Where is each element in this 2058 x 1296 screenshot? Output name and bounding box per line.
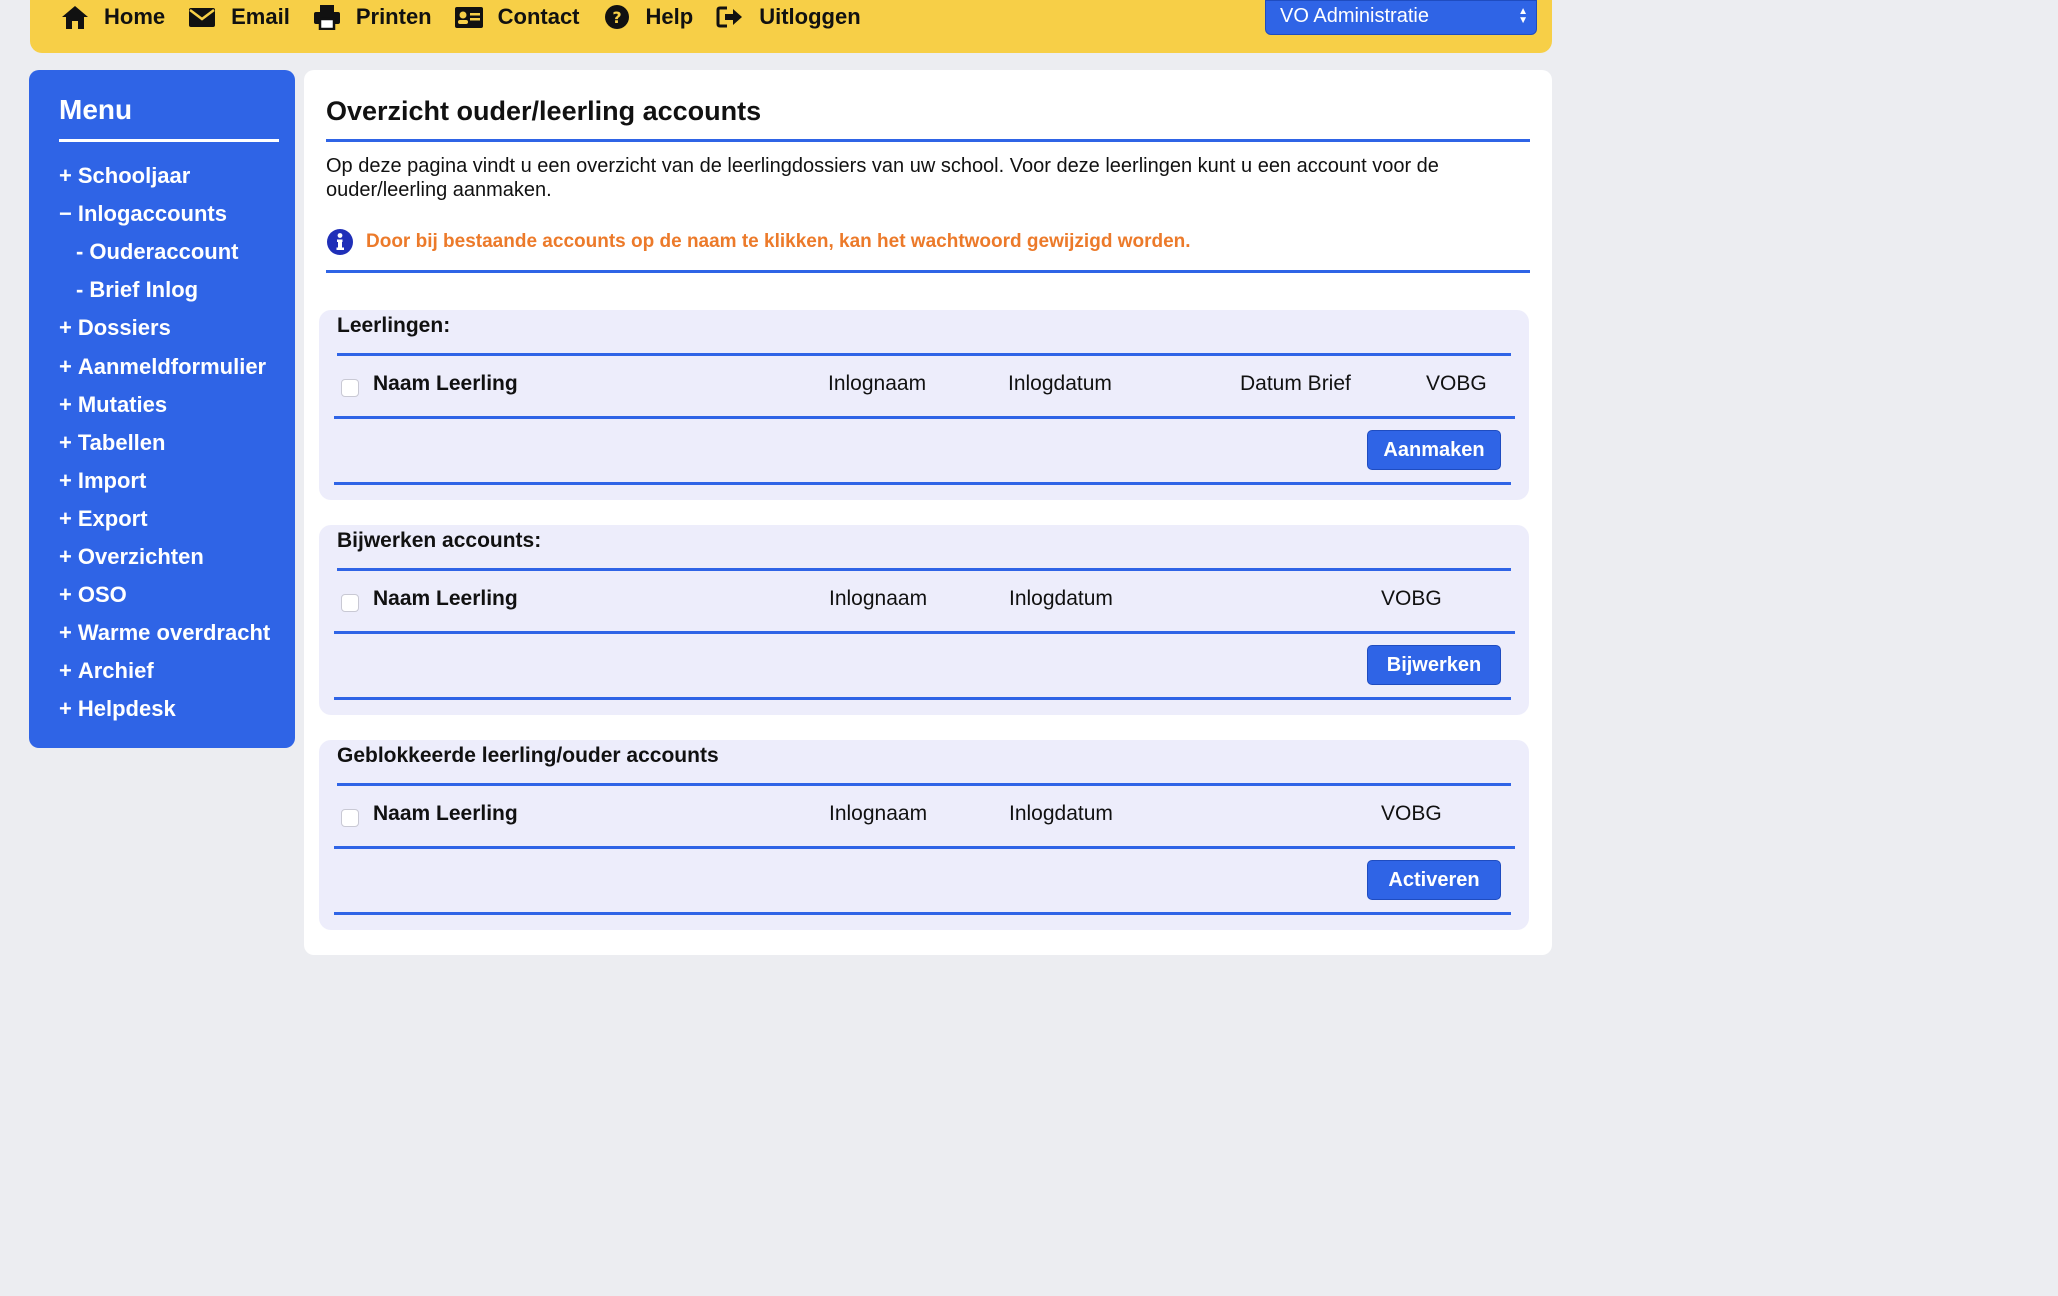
sidebar-item-archief[interactable]: + Archief (59, 658, 154, 684)
activeren-button[interactable]: Activeren (1367, 860, 1501, 900)
footer-divider (334, 912, 1511, 915)
role-select-value: VO Administratie (1280, 5, 1429, 27)
sidebar (29, 70, 295, 748)
select-arrows-icon: ▲ ▼ (1518, 6, 1528, 26)
bijwerken-button[interactable]: Bijwerken (1367, 645, 1501, 685)
header-divider (334, 846, 1515, 849)
role-select[interactable] (1265, 0, 1537, 35)
col-naam-leerling[interactable]: Naam Leerling (373, 372, 518, 395)
nav-email-label: Email (231, 4, 290, 29)
section-divider (337, 353, 1511, 356)
sidebar-item-mutaties[interactable]: + Mutaties (59, 391, 168, 417)
svg-text:?: ? (611, 8, 622, 27)
col-vobg[interactable]: VOBG (1381, 802, 1442, 825)
nav-logout-label: Uitloggen (759, 4, 861, 29)
sidebar-item-helpdesk[interactable]: + Helpdesk (59, 696, 176, 722)
nav-home-label: Home (104, 4, 166, 29)
col-inlognaam[interactable]: Inlognaam (829, 587, 928, 610)
col-naam-leerling[interactable]: Naam Leerling (373, 802, 518, 825)
section-title: Geblokkeerde leerling/ouder accounts (337, 744, 719, 767)
col-inlogdatum[interactable]: Inlogdatum (1009, 587, 1113, 610)
col-naam-leerling[interactable]: Naam Leerling (373, 587, 518, 610)
section-leerlingen (319, 310, 1529, 500)
nav-contact-label: Contact (497, 4, 580, 29)
header-divider (334, 631, 1515, 634)
col-vobg[interactable]: VOBG (1381, 587, 1442, 610)
info-icon (326, 228, 354, 256)
menu-list (59, 157, 270, 728)
footer-divider (334, 482, 1511, 485)
sidebar-item-schooljaar[interactable]: + Schooljaar (59, 163, 191, 189)
nav-help[interactable] (602, 4, 694, 30)
select-all-checkbox[interactable] (341, 594, 359, 612)
title-divider (326, 139, 1530, 142)
col-datum-brief[interactable]: Datum Brief (1240, 372, 1351, 395)
home-icon (60, 4, 90, 30)
intro-text: Op deze pagina vindt u een overzicht van de leerlingdossiers van uw school. Voor deze leerlingen kunt u een account voor de ouder/leerling aanmaken. (326, 155, 1439, 201)
col-inlogdatum[interactable]: Inlogdatum (1009, 802, 1113, 825)
sidebar-item-warme-overdracht[interactable]: + Warme overdracht (59, 620, 271, 646)
sidebar-item-import[interactable]: + Import (59, 467, 147, 493)
menu-title: Menu (59, 94, 133, 125)
envelope-icon (187, 4, 217, 30)
aanmaken-button[interactable]: Aanmaken (1367, 430, 1501, 470)
nav-email[interactable] (187, 4, 290, 30)
info-divider (326, 270, 1530, 273)
header-divider (334, 416, 1515, 419)
nav-home[interactable] (60, 4, 165, 30)
sidebar-item-tabellen[interactable]: + Tabellen (59, 429, 166, 455)
select-all-checkbox[interactable] (341, 809, 359, 827)
section-geblokkeerde-accounts (319, 740, 1529, 930)
sidebar-item-inlogaccounts[interactable]: − Inlogaccounts (59, 201, 227, 227)
logout-icon (715, 4, 745, 30)
nav-logout[interactable] (715, 4, 860, 30)
question-circle-icon (602, 4, 632, 30)
nav-print-label: Printen (355, 4, 432, 29)
sidebar-item-ouderaccount[interactable]: - Ouderaccount (76, 239, 239, 265)
col-inlognaam[interactable]: Inlognaam (828, 372, 927, 395)
col-inlognaam[interactable]: Inlognaam (829, 802, 928, 825)
section-divider (337, 568, 1511, 571)
sidebar-item-aanmeldformulier[interactable]: + Aanmeldformulier (59, 353, 267, 379)
sidebar-item-dossiers[interactable]: + Dossiers (59, 315, 171, 341)
top-bar (30, 0, 1552, 53)
contact-card-icon (454, 4, 484, 30)
nav-help-label: Help (645, 4, 694, 29)
sidebar-item-brief-inlog[interactable]: - Brief Inlog (76, 277, 199, 303)
main-panel (304, 70, 1552, 955)
nav-print[interactable] (312, 4, 432, 30)
nav-contact[interactable] (454, 4, 580, 30)
select-all-checkbox[interactable] (341, 379, 359, 397)
info-notice (326, 228, 1191, 256)
menu-divider (59, 139, 279, 142)
section-title: Bijwerken accounts: (337, 529, 542, 552)
col-vobg[interactable]: VOBG (1426, 372, 1487, 395)
top-nav (60, 0, 883, 34)
footer-divider (334, 697, 1511, 700)
col-inlogdatum[interactable]: Inlogdatum (1008, 372, 1112, 395)
sidebar-item-overzichten[interactable]: + Overzichten (59, 543, 204, 569)
info-text: Door bij bestaande accounts op de naam te klikken, kan het wachtwoord gewijzigd worden. (366, 231, 1191, 252)
printer-icon (312, 4, 342, 30)
section-bijwerken-accounts (319, 525, 1529, 715)
sidebar-item-oso[interactable]: + OSO (59, 582, 127, 608)
page-title: Overzicht ouder/leerling accounts (326, 96, 762, 126)
section-title: Leerlingen: (337, 314, 451, 337)
sidebar-item-export[interactable]: + Export (59, 505, 148, 531)
section-divider (337, 783, 1511, 786)
